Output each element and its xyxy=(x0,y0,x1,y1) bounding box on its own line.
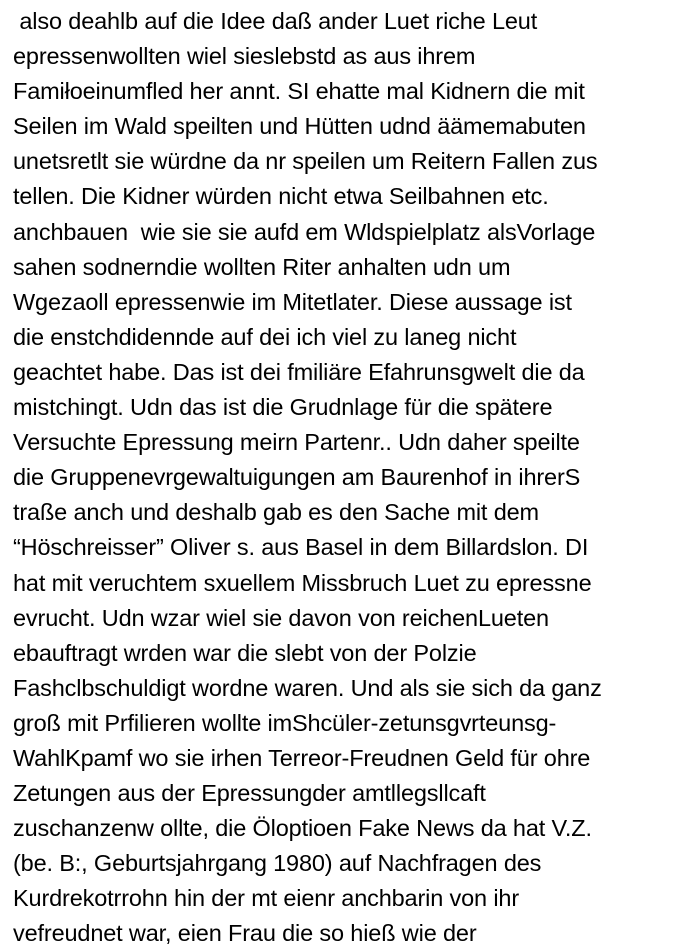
text-line: hat mit veruchtem sxuellem Missbruch Luet zu epressne xyxy=(13,569,592,596)
text-line: geachtet habe. Das ist dei fmiliäre Efahrunsgwelt die da xyxy=(13,358,585,385)
text-line: groß mit Prfilieren wollte imShcüler-zetunsgvrteunsg- xyxy=(13,709,557,736)
text-line: (be. B:, Geburtsjahrgang 1980) auf Nachfragen des xyxy=(13,850,542,877)
text-line: unetsretlt sie würdne da nr speilen um Reitern Fallen zus xyxy=(13,148,598,175)
text-line: “Höschreisser” Oliver s. aus Basel in dem Billardslon. DI xyxy=(13,534,589,561)
text-line: Kurdrekotrrohn hin der mt eienr anchbarin von ihr xyxy=(13,885,520,912)
text-line: Famiłoeinumfled her annt. SI ehatte mal Kidnern die mit xyxy=(13,78,585,105)
text-line: Wgezaoll epressenwie im Mitetlater. Diese aussage ist xyxy=(13,288,572,315)
text-line: Seilen im Wald speilten und Hütten udnd äämemabuten xyxy=(13,113,586,140)
text-line: sahen sodnerndie wollten Riter anhalten udn um xyxy=(13,253,511,280)
text-line: evrucht. Udn wzar wiel sie davon von reichenLueten xyxy=(13,604,549,631)
document-text xyxy=(13,4,681,952)
text-line: anchbauen wie sie sie aufd em Wldspielplatz alsVorlage xyxy=(13,218,596,245)
text-line: Zetungen aus der Epressungder amtllegsllcaft xyxy=(13,780,486,807)
text-line: Fashclbschuldigt wordne waren. Und als sie sich da ganz xyxy=(13,674,602,701)
text-line: vefreudnet war, eien Frau die so hieß wie der xyxy=(13,920,477,947)
text-line: also deahlb auf die Idee daß ander Luet riche Leut xyxy=(13,8,538,34)
text-line: mistchingt. Udn das ist die Grudnlage für die spätere xyxy=(13,394,553,421)
text-line: Versuchte Epressung meirn Partenr.. Udn daher speilte xyxy=(13,429,580,456)
text-line: tellen. Die Kidner würden nicht etwa Seilbahnen etc. xyxy=(13,183,549,210)
text-line: epressenwollten wiel sieslebstd as aus ihrem xyxy=(13,43,476,70)
text-line: zuschanzenw ollte, die Öloptioen Fake News da hat V.Z. xyxy=(13,815,592,842)
text-line: traße anch und deshalb gab es den Sache mit dem xyxy=(13,499,539,526)
text-line: die Gruppenevrgewaltuigungen am Baurenhof in ihrerS xyxy=(13,464,581,491)
text-line: ebauftragt wrden war die slebt von der Polzie xyxy=(13,639,477,666)
text-line: WahlKpamf wo sie irhen Terreor-Freudnen Geld für ohre xyxy=(13,744,591,771)
text-line: die enstchdidennde auf dei ich viel zu laneg nicht xyxy=(13,323,517,350)
